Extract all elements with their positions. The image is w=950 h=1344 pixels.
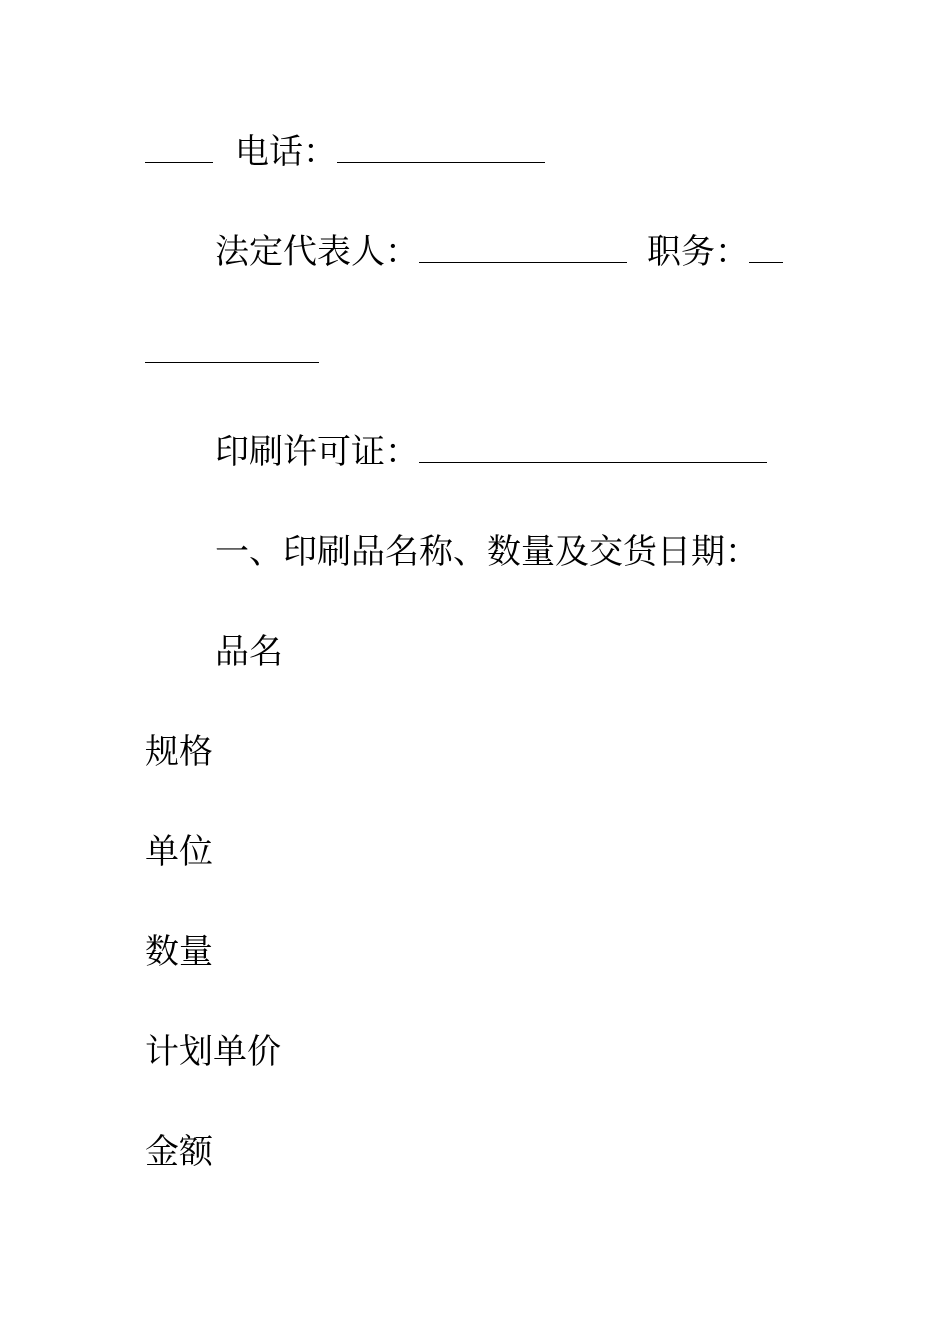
print-license-label: 印刷许可证： [215, 432, 419, 472]
legal-representative-blank [419, 232, 627, 263]
phone-label: 电话： [235, 132, 337, 172]
field-product-name: 品名 [215, 632, 283, 672]
position-blank-continuation [145, 332, 319, 363]
section-1-heading: 一、印刷品名称、数量及交货日期： [215, 532, 759, 572]
field-specification: 规格 [145, 732, 213, 772]
field-unit: 单位 [145, 832, 213, 872]
field-quantity: 数量 [145, 932, 213, 972]
preceding-blank [145, 132, 213, 163]
print-license-blank [419, 432, 767, 463]
phone-line [145, 132, 545, 172]
field-planned-unit-price: 计划单价 [145, 1032, 281, 1072]
field-amount: 金额 [145, 1132, 213, 1172]
legal-representative-label: 法定代表人： [215, 232, 419, 272]
legal-representative-line [215, 232, 783, 272]
position-blank-continuation-line [145, 332, 319, 372]
position-label: 职务： [647, 232, 749, 272]
phone-blank [337, 132, 545, 163]
print-license-line [215, 432, 767, 472]
position-blank-start [749, 232, 783, 263]
